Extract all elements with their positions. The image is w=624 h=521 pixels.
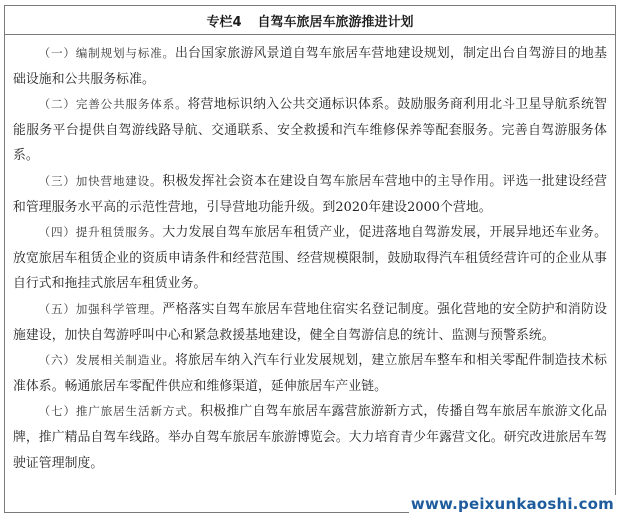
policy-box — [4, 5, 616, 513]
item-heading: （二）完善公共服务体系。 — [38, 97, 188, 112]
item-text: 严格落实自驾车旅居车营地住宿实名登记制度。强化营地的安全防护和消防设施建设，加快自驾游呼叫中心和紧急救援基地建设，健全自驾游信息的统计、监测与预警系统。 — [13, 301, 607, 343]
item-heading: （六）发展相关制造业。 — [38, 353, 175, 368]
item-text: 出台国家旅游风景道自驾车旅居车营地建设规划，制定出台自驾游目的地基础设施和公共服务标准。 — [13, 46, 607, 87]
site-watermark: www.peixunkaoshi.com — [410, 495, 614, 513]
item-text: 积极推广自驾车旅居车露营旅游新方式，传播自驾车旅居车旅游文化品牌，推广精品自驾车线路。举办自驾车旅居车旅游博览会。大力培育青少年露营文化。研究改进旅居车驾驶证管理制度。 — [13, 404, 607, 471]
item-heading: （三）加快营地建设。 — [38, 173, 163, 188]
list-item — [13, 399, 607, 476]
box-title-row — [5, 6, 615, 35]
item-heading: （七）推广旅居生活新方式。 — [38, 404, 201, 419]
item-text: 将旅居车纳入汽车行业发展规划，建立旅居车整车和相关零配件制造技术标准体系。畅通旅居车零配件供应和维修渠道，延伸旅居车产业链。 — [13, 353, 607, 394]
list-item — [13, 297, 607, 348]
box-body — [5, 35, 615, 476]
box-label: 专栏4 — [206, 14, 242, 30]
item-heading: （一）编制规划与标准。 — [38, 46, 175, 60]
item-text: 将营地标识纳入公共交通标识体系。鼓励服务商利用北斗卫星导航系统智能服务平台提供自驾游线路导航、交通联系、安全救援和汽车维修保养等配套服务。完善自驾游服务体系。 — [13, 97, 608, 164]
list-item — [13, 220, 607, 297]
list-item — [13, 169, 607, 220]
item-text: 大力发展自驾车旅居车租赁产业，促进落地自驾游发展，开展异地还车业务。放宽旅居车租赁企业的资质申请条件和经营范围、经营规模限制，鼓励取得汽车租赁经营许可的企业从事自行式和拖挂式旅居车租赁业务。 — [13, 225, 607, 292]
box-title: 自驾车旅居车旅游推进计划 — [257, 14, 414, 30]
item-text: 积极发挥社会资本在建设自驾车旅居车营地中的主导作用。评选一批建设经营和管理服务水平高的示范性营地，引导营地功能升级。到2020年建设2000个营地。 — [13, 173, 607, 215]
item-heading: （五）加强科学管理。 — [38, 301, 163, 316]
item-heading: （四）提升租赁服务。 — [38, 225, 163, 240]
list-item — [13, 92, 607, 169]
list-item — [13, 41, 607, 92]
list-item — [13, 348, 607, 399]
